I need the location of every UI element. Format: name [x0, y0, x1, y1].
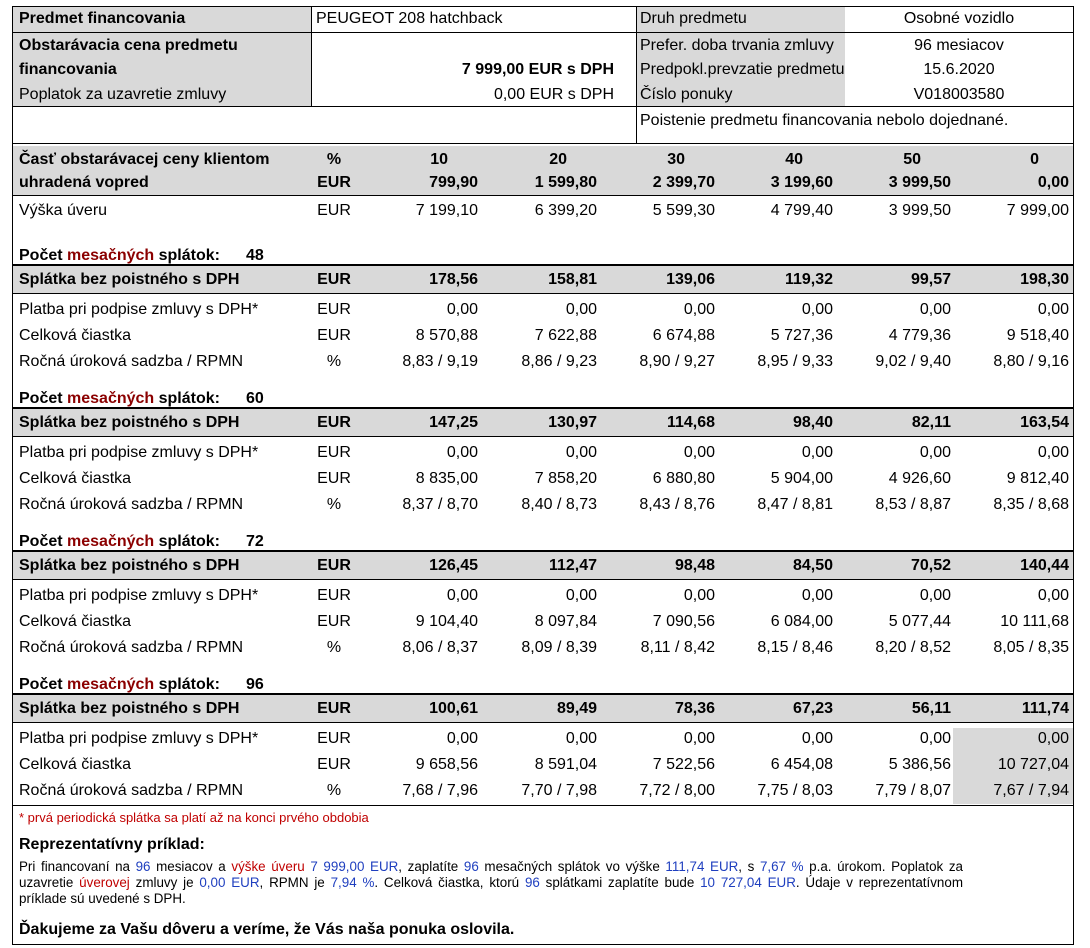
signing-label: Platba pri podpise zmluvy s DPH*: [19, 301, 259, 318]
installment-value: 100,61: [429, 700, 478, 717]
example-text-6: p.a. úrokom. Poplatok za uzavretie: [19, 859, 963, 890]
total-value: 7 622,88: [534, 327, 597, 344]
total-value: 9 658,56: [415, 756, 478, 773]
installment-value: 78,36: [674, 700, 715, 717]
example-text-2: mesiacov a: [150, 859, 232, 874]
installment-unit: EUR: [317, 414, 351, 431]
total-value: 8 835,00: [415, 470, 478, 487]
signing-value: 0,00: [801, 730, 833, 747]
rate-unit: %: [326, 782, 342, 799]
installment-value: 163,54: [1020, 414, 1069, 431]
signing-value: 0,00: [446, 301, 478, 318]
loan-amount: 4 799,40: [770, 202, 833, 219]
header-vline-2: [636, 6, 637, 143]
installment-label: Splátka bez poistného s DPH: [19, 700, 240, 717]
installment-value: 99,57: [910, 271, 951, 288]
right-border: [1073, 6, 1074, 944]
total-value: 4 926,60: [888, 470, 951, 487]
count-text-c: splátok:: [154, 390, 220, 407]
total-value: 7 090,56: [652, 613, 715, 630]
signing-value: 0,00: [683, 301, 715, 318]
installment-value: 89,49: [556, 700, 597, 717]
footnote: * prvá periodická splátka sa platí až na konci prvého obdobia: [19, 810, 369, 825]
header-vline-1: [311, 6, 312, 106]
header-line-1: [12, 32, 1074, 33]
block72-mid: [12, 579, 1074, 580]
example-fee: 0,00 EUR: [199, 875, 260, 890]
signing-value: 0,00: [683, 587, 715, 604]
type-value: Osobné vozidlo: [903, 10, 1015, 27]
installment-count-label: [19, 246, 220, 266]
count-text-monthly: mesačných: [67, 390, 155, 407]
total-unit: EUR: [317, 327, 351, 344]
total-value: 6 880,80: [652, 470, 715, 487]
fee-label: Poplatok za uzavretie zmluvy: [19, 86, 227, 103]
example-loan: 7 999,00 EUR: [304, 859, 399, 874]
rate-unit: %: [326, 639, 342, 656]
signing-label: Platba pri podpise zmluvy s DPH*: [19, 444, 259, 461]
total-value: 4 779,36: [888, 327, 951, 344]
takeover-label: Predpokl.prevzatie predmetu: [640, 61, 845, 78]
example-text-4: mesačných splátok vo výške: [478, 859, 666, 874]
example-text-10: splátkami zaplatíte bude: [539, 875, 701, 890]
rate-unit: %: [326, 353, 342, 370]
example-text-7: zmluvy je: [129, 875, 200, 890]
installment-label: Splátka bez poistného s DPH: [19, 271, 240, 288]
duration-value: 96 mesiacov: [914, 37, 1004, 54]
rate-value: 8,47 / 8,81: [757, 496, 833, 513]
count-text-monthly: mesačných: [67, 247, 155, 264]
total-label: Celková čiastka: [19, 613, 132, 630]
left-border: [12, 6, 13, 944]
loan-amount: 6 399,20: [534, 202, 597, 219]
signing-value: 0,00: [1037, 444, 1069, 461]
rate-value: 8,86 / 9,23: [521, 353, 597, 370]
installment-value: 178,56: [429, 271, 478, 288]
rate-label: Ročná úroková sadzba / RPMN: [19, 353, 244, 370]
header-line-2: [12, 106, 1074, 107]
signing-value: 0,00: [801, 444, 833, 461]
loan-amount: 5 599,30: [652, 202, 715, 219]
rate-value: 8,11 / 8,42: [640, 639, 715, 656]
example-text-9: . Celková čiastka, ktorú: [374, 875, 525, 890]
example-text-5: , s: [738, 859, 760, 874]
top-border: [12, 6, 1074, 7]
total-value: 5 727,36: [770, 327, 833, 344]
offer-value: V018003580: [913, 86, 1005, 103]
header-line-3: [12, 143, 1074, 144]
installment-value: 67,23: [792, 700, 833, 717]
subject-value: PEUGEOT 208 hatchback: [316, 10, 503, 27]
count-text-a: Počet: [19, 247, 68, 264]
downpayment-percent: 30: [667, 151, 685, 168]
count-text-c: splátok:: [154, 676, 220, 693]
example-installment: 111,74 EUR: [665, 859, 739, 874]
downpayment-line: [12, 195, 1074, 196]
rate-value: 8,80 / 9,16: [993, 353, 1069, 370]
installment-unit: EUR: [317, 271, 351, 288]
downpayment-amount: 1 599,80: [534, 174, 597, 191]
total-value: 7 522,56: [652, 756, 715, 773]
example-rpmn: 7,94 %: [330, 875, 375, 890]
total-value: 7 858,20: [534, 470, 597, 487]
count-text-c: splátok:: [154, 247, 220, 264]
installment-label: Splátka bez poistného s DPH: [19, 414, 240, 431]
rate-value: 7,79 / 8,07: [875, 782, 951, 799]
count-text-c: splátok:: [154, 533, 220, 550]
total-unit: EUR: [317, 470, 351, 487]
total-label: Celková čiastka: [19, 470, 132, 487]
total-unit: EUR: [317, 756, 351, 773]
installment-count-value: 48: [246, 247, 264, 264]
signing-unit: EUR: [317, 587, 351, 604]
bottom-border: [12, 944, 1074, 945]
thanks-message: Ďakujeme za Vašu dôveru a veríme, že Vás naša ponuka oslovila.: [19, 921, 515, 938]
example-text-1: Pri financovaní na: [19, 859, 136, 874]
example-total: 10 727,04 EUR: [700, 875, 796, 890]
signing-label: Platba pri podpise zmluvy s DPH*: [19, 587, 259, 604]
total-value: 8 097,84: [534, 613, 597, 630]
signing-value: 0,00: [1037, 730, 1069, 747]
rate-value: 8,20 / 8,52: [875, 639, 951, 656]
installment-value: 140,44: [1020, 557, 1069, 574]
example-word-loan2: úverovej: [79, 875, 130, 890]
downpayment-percent: 10: [430, 151, 448, 168]
rate-value: 8,95 / 9,33: [757, 353, 833, 370]
installment-value: 119,32: [784, 271, 833, 288]
downpayment-label-2: uhradená vopred: [19, 174, 149, 191]
loan-unit: EUR: [317, 202, 351, 219]
total-unit: EUR: [317, 613, 351, 630]
rate-value: 8,15 / 8,46: [757, 639, 833, 656]
installment-value: 147,25: [429, 414, 478, 431]
downpayment-percent: 0: [1030, 151, 1039, 168]
example-text-11: . Údaje v reprezentatívnom príklade sú uvedené s DPH.: [19, 875, 963, 906]
type-label: Druh predmetu: [640, 10, 747, 27]
signing-value: 0,00: [919, 587, 951, 604]
example-count2: 96: [524, 875, 540, 890]
installment-count-value: 72: [246, 533, 264, 550]
total-value: 8 591,04: [534, 756, 597, 773]
total-value: 5 077,44: [888, 613, 951, 630]
price-label-2: financovania: [19, 61, 117, 78]
signing-unit: EUR: [317, 444, 351, 461]
downpayment-amount: 3 199,60: [770, 174, 833, 191]
signing-value: 0,00: [446, 587, 478, 604]
signing-value: 0,00: [565, 587, 597, 604]
signing-value: 0,00: [565, 730, 597, 747]
total-value: 8 570,88: [415, 327, 478, 344]
total-value: 9 104,40: [415, 613, 478, 630]
signing-unit: EUR: [317, 301, 351, 318]
insurance-note: Poistenie predmetu financovania nebolo dojednané.: [640, 112, 1009, 129]
count-text-a: Počet: [19, 676, 68, 693]
installment-value: 70,52: [910, 557, 951, 574]
installment-value: 82,11: [911, 414, 951, 431]
rate-value: 8,83 / 9,19: [402, 353, 478, 370]
total-value: 6 454,08: [770, 756, 833, 773]
downpayment-amount: 2 399,70: [652, 174, 715, 191]
loan-label: Výška úveru: [19, 202, 108, 219]
rate-value: 8,53 / 8,87: [875, 496, 951, 513]
rate-value: 7,70 / 7,98: [521, 782, 597, 799]
count-text-monthly: mesačných: [67, 676, 155, 693]
installment-value: 84,50: [792, 557, 833, 574]
rate-value: 8,35 / 8,68: [993, 496, 1069, 513]
installment-count-label: [19, 675, 220, 695]
rate-value: 8,05 / 8,35: [993, 639, 1069, 656]
installment-value: 98,40: [792, 414, 833, 431]
downpayment-percent: 20: [549, 151, 567, 168]
downpayment-amount: 0,00: [1037, 174, 1069, 191]
signing-unit: EUR: [317, 730, 351, 747]
takeover-value: 15.6.2020: [923, 61, 995, 78]
rate-label: Ročná úroková sadzba / RPMN: [19, 782, 244, 799]
signing-value: 0,00: [446, 444, 478, 461]
count-text-monthly: mesačných: [67, 533, 155, 550]
rate-value: 7,67 / 7,94: [993, 782, 1069, 799]
total-value: 9 518,40: [1006, 327, 1069, 344]
example-text-8: , RPMN je: [259, 875, 331, 890]
signing-value: 0,00: [1037, 301, 1069, 318]
installment-count-label: [19, 389, 220, 409]
total-value: 9 812,40: [1006, 470, 1069, 487]
total-value: 5 904,00: [770, 470, 833, 487]
signing-value: 0,00: [801, 301, 833, 318]
signing-value: 0,00: [919, 730, 951, 747]
signing-value: 0,00: [683, 730, 715, 747]
downpayment-label-1: Časť obstarávacej ceny klientom: [19, 151, 270, 168]
signing-label: Platba pri podpise zmluvy s DPH*: [19, 730, 259, 747]
installment-value: 158,81: [548, 271, 597, 288]
installment-count-value: 96: [246, 676, 264, 693]
installment-count-label: [19, 532, 220, 552]
total-value: 6 674,88: [652, 327, 715, 344]
installment-value: 130,97: [548, 414, 597, 431]
block60-mid: [12, 436, 1074, 437]
downpayment-amount: 3 999,50: [888, 174, 951, 191]
total-label: Celková čiastka: [19, 756, 132, 773]
loan-amount: 7 199,10: [415, 202, 478, 219]
total-label: Celková čiastka: [19, 327, 132, 344]
downpayment-percent: 40: [785, 151, 803, 168]
rate-value: 8,09 / 8,39: [521, 639, 597, 656]
total-value: 5 386,56: [888, 756, 951, 773]
signing-value: 0,00: [683, 444, 715, 461]
signing-value: 0,00: [1037, 587, 1069, 604]
rate-unit: %: [326, 496, 342, 513]
total-value: 6 084,00: [770, 613, 833, 630]
rate-value: 7,72 / 8,00: [639, 782, 715, 799]
example-count: 96: [463, 859, 479, 874]
example-paragraph: [19, 859, 963, 907]
rate-value: 7,75 / 8,03: [757, 782, 833, 799]
installment-value: 98,48: [674, 557, 715, 574]
signing-value: 0,00: [919, 301, 951, 318]
signing-value: 0,00: [446, 730, 478, 747]
rate-value: 8,40 / 8,73: [521, 496, 597, 513]
example-title: Reprezentatívny príklad:: [19, 836, 205, 853]
downpayment-amount: 799,90: [429, 174, 478, 191]
rate-value: 8,06 / 8,37: [402, 639, 478, 656]
installment-value: 198,30: [1020, 271, 1069, 288]
loan-amount: 3 999,50: [888, 202, 951, 219]
signing-value: 0,00: [801, 587, 833, 604]
rate-label: Ročná úroková sadzba / RPMN: [19, 496, 244, 513]
loan-amount: 7 999,00: [1006, 202, 1069, 219]
example-rate: 7,67 %: [759, 859, 804, 874]
downpayment-percent: 50: [903, 151, 921, 168]
duration-label: Prefer. doba trvania zmluvy: [640, 37, 834, 54]
fee-value: 0,00 EUR s DPH: [493, 86, 614, 103]
block96-mid: [12, 722, 1074, 723]
table-bottom-line: [12, 805, 1074, 806]
rate-label: Ročná úroková sadzba / RPMN: [19, 639, 244, 656]
rate-value: 8,37 / 8,70: [402, 496, 478, 513]
installment-value: 139,06: [666, 271, 715, 288]
installment-value: 126,45: [429, 557, 478, 574]
downpayment-unit-pct: %: [326, 151, 342, 168]
rate-value: 9,02 / 9,40: [875, 353, 951, 370]
total-value: 10 727,04: [997, 756, 1069, 773]
installment-label: Splátka bez poistného s DPH: [19, 557, 240, 574]
installment-value: 56,11: [911, 700, 951, 717]
installment-value: 114,68: [666, 414, 715, 431]
block48-mid: [12, 293, 1074, 294]
signing-value: 0,00: [565, 444, 597, 461]
rate-value: 8,43 / 8,76: [639, 496, 715, 513]
example-months: 96: [135, 859, 151, 874]
count-text-a: Počet: [19, 390, 68, 407]
signing-value: 0,00: [565, 301, 597, 318]
downpayment-unit-eur: EUR: [317, 174, 351, 191]
installment-unit: EUR: [317, 700, 351, 717]
example-text-3: , zaplatíte: [398, 859, 464, 874]
signing-value: 0,00: [919, 444, 951, 461]
offer-label: Číslo ponuky: [640, 86, 733, 103]
installment-value: 111,74: [1021, 700, 1069, 717]
price-value: 7 999,00 EUR s DPH: [461, 61, 614, 78]
rate-value: 8,90 / 9,27: [639, 353, 715, 370]
installment-count-value: 60: [246, 390, 264, 407]
rate-value: 7,68 / 7,96: [402, 782, 478, 799]
total-value: 10 111,68: [1000, 613, 1069, 630]
subject-label: Predmet financovania: [19, 10, 186, 27]
example-word-loan: výške úveru: [231, 859, 305, 874]
installment-value: 112,47: [548, 557, 597, 574]
price-label-1: Obstarávacia cena predmetu: [19, 37, 238, 54]
count-text-a: Počet: [19, 533, 68, 550]
installment-unit: EUR: [317, 557, 351, 574]
